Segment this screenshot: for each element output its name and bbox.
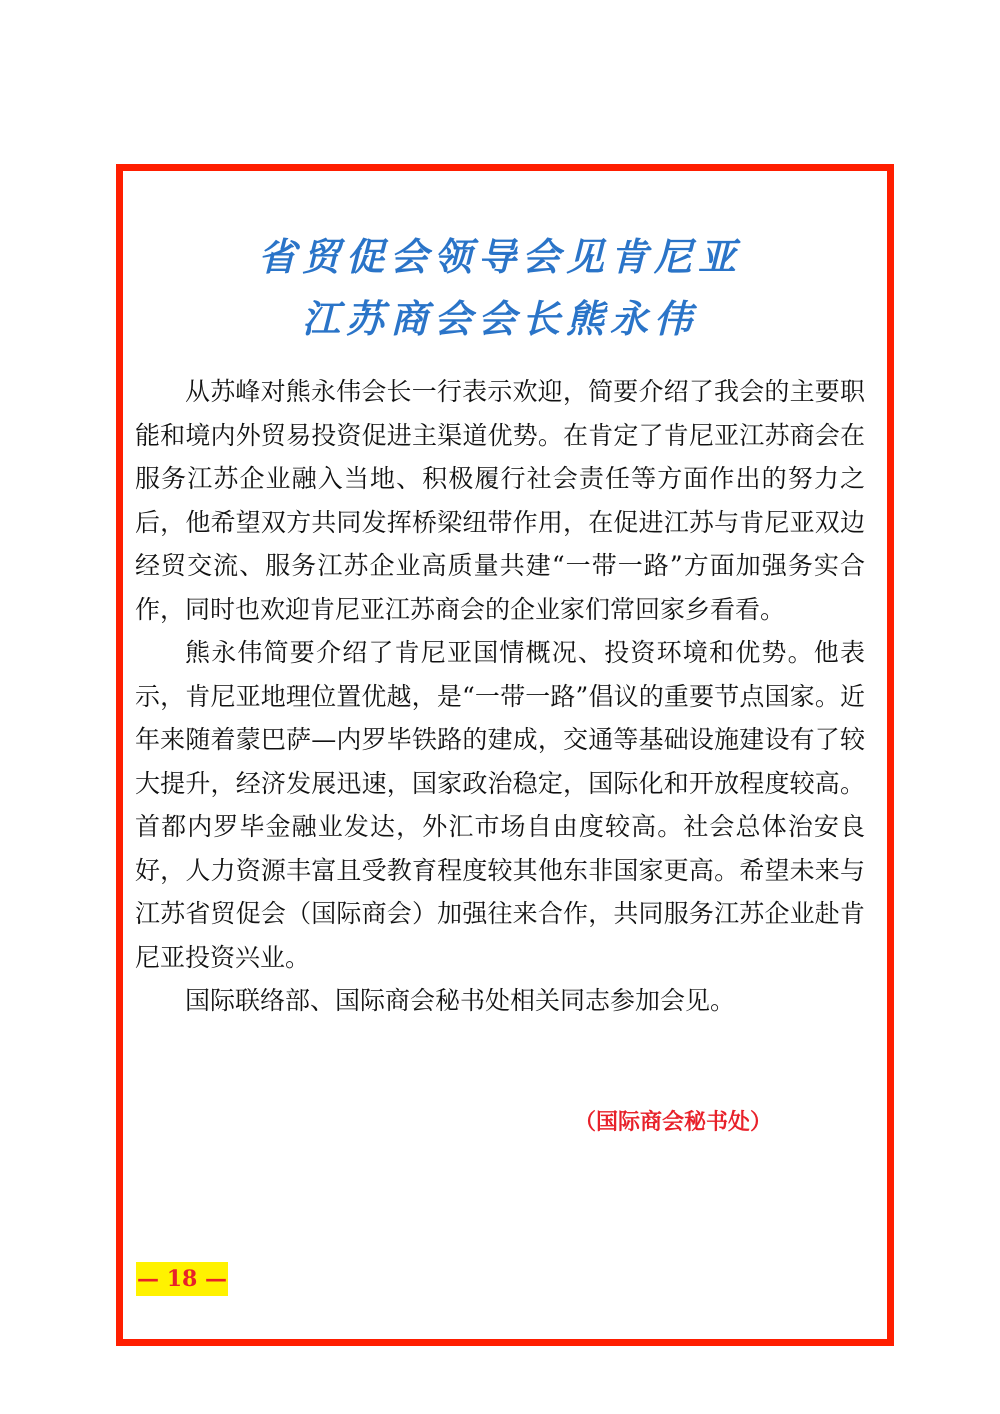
article-paragraph-1: 从苏峰对熊永伟会长一行表示欢迎，简要介绍了我会的主要职能和境内外贸易投资促进主渠道优势。在肯定了肯尼亚江苏商会在服务江苏企业融入当地、积极履行社会责任等方面作出的努力之后，他希望双方共同发挥桥梁纽带作用，在促进江苏与肯尼亚双边经贸交流、服务江苏企业高质量共建“一带一路”方面加强务实合作，同时也欢迎肯尼亚江苏商会的企业家们常回家乡看看。 xyxy=(135,377,865,624)
article-title xyxy=(0,226,1000,350)
article-title-line-1: 省贸促会领导会见肯尼亚 xyxy=(257,234,742,279)
article-paragraph-2: 熊永伟简要介绍了肯尼亚国情概况、投资环境和优势。他表示，肯尼亚地理位置优越，是“一带一路”倡议的重要节点国家。近年来随着蒙巴萨—内罗毕铁路的建成，交通等基础设施建设有了较大提升，经济发展迅速，国家政治稳定，国际化和开放程度较高。首都内罗毕金融业发达，外汇市场自由度较高。社会总体治安良好，人力资源丰富且受教育程度较其他东非国家更高。希望未来与江苏省贸促会（国际商会）加强往来合作，共同服务江苏企业赴肯尼亚投资兴业。 xyxy=(135,638,865,972)
article-body xyxy=(135,370,865,1023)
article-signature: （国际商会秘书处） xyxy=(574,1109,773,1135)
article-paragraph-3: 国际联络部、国际商会秘书处相关同志参加会见。 xyxy=(185,986,736,1015)
article-title-line-2: 江苏商会会长熊永伟 xyxy=(301,296,698,341)
page-number: — 18 — xyxy=(136,1262,228,1296)
